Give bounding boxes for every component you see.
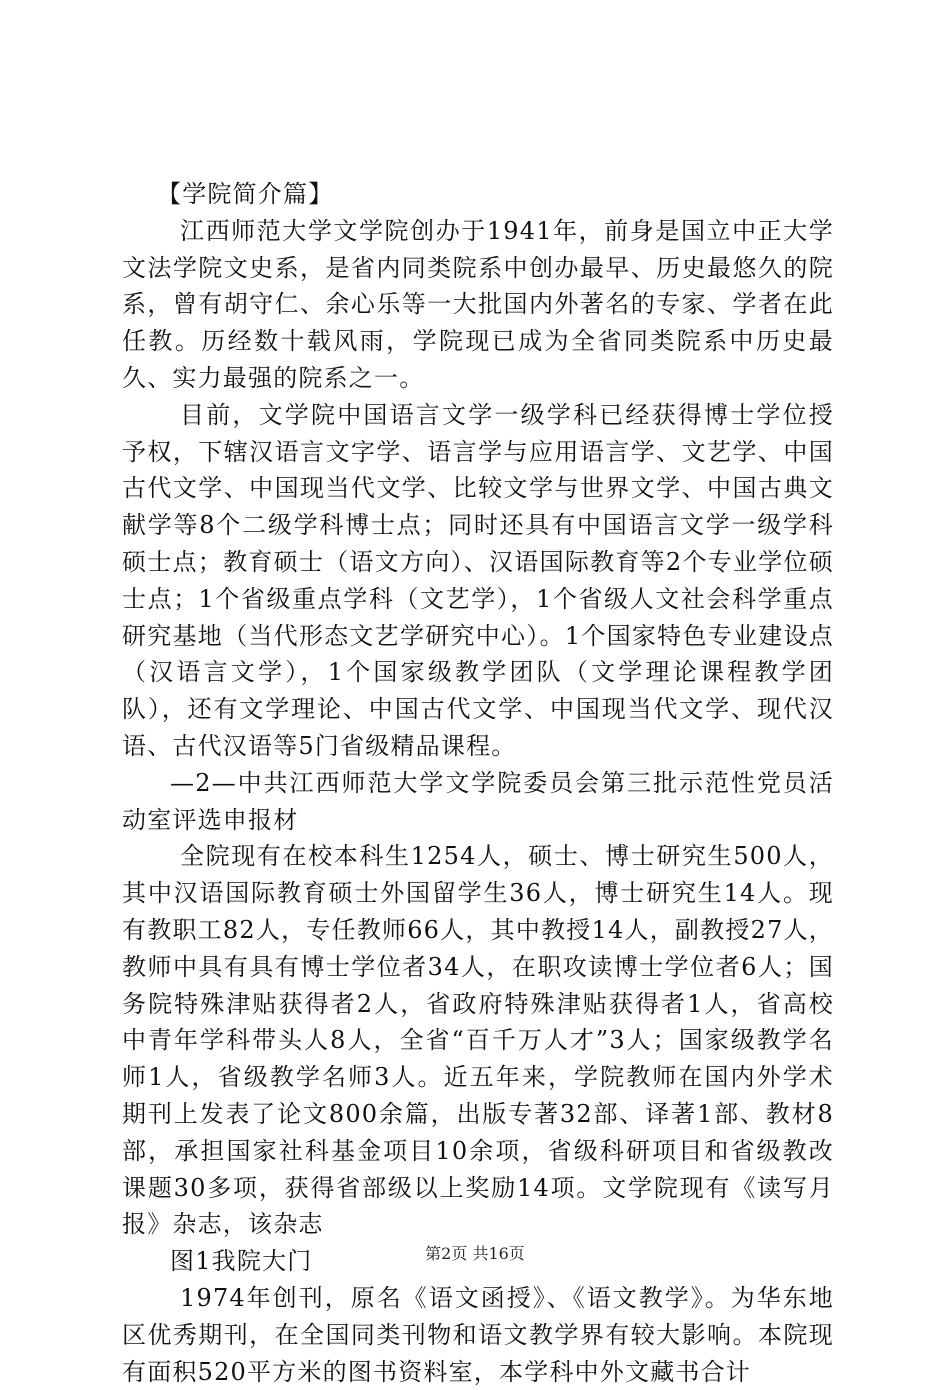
page-number-footer: 第2页 共16页 bbox=[425, 1244, 525, 1263]
paragraph-disciplines: 目前，文学院中国语言文学一级学科已经获得博士学位授予权，下辖汉语言文字学、语言学与应用语言学、文艺学、中国古代文学、中国现当代文学、比较文学与世界文学、中国古典文献学等8个二级学科博士点；同时还具有中国语言文学一级学科硕士点；教育硕士（语文方向）、汉语国际教育等2个专业学位硕士点；1个省级重点学科（文艺学），1个省级人文社会科学重点研究基地（当代形态文艺学研究中心）。1个国家特色专业建设点（汉语言文学），1个国家级教学团队（文学理论课程教学团队），还有文学理论、中国古代文学、中国现当代文学、现代汉语、古代汉语等5门省级精品课程。 bbox=[122, 400, 834, 760]
section-title: 【学院简介篇】 bbox=[157, 180, 334, 208]
figure-caption: 图1我院大门 bbox=[170, 1247, 313, 1276]
paragraph-report-title: —2—中共江西师范大学文学院委员会第三批示范性党员活动室评选申报材 bbox=[122, 768, 834, 834]
paragraph-journal: 1974年创刊，原名《语文函授》、《语文教学》。为华东地区优秀期刊，在全国同类刊物和语文教学界有较大影响。本院现有面积520平方米的图书资料室，本学科中外文藏书合计 bbox=[122, 1283, 834, 1386]
paragraph-history: 江西师范大学文学院创办于1941年，前身是国立中正大学文法学院文史系，是省内同类院系中创办最早、历史最悠久的院系，曾有胡守仁、余心乐等一大批国内外著名的专家、学者在此任教。历经数十载风雨，学院现已成为全省同类院系中历史最久、实力最强的院系之一。 bbox=[122, 216, 834, 392]
paragraph-faculty: 全院现有在校本科生1254人，硕士、博士研究生500人，其中汉语国际教育硕士外国留学生36人，博士研究生14人。现有教职工82人，专任教师66人，其中教授14人，副教授27人，教师中具有具有博士学位者34人，在职攻读博士学位者6人；国务院特殊津贴获得者2人，省政府特殊津贴获得者1人，省高校中青年学科带头人8人，全省“百千万人才”3人；国家级教学名师1人，省级教学名师3人。近五年来，学院教师在国内外学术期刊上发表了论文800余篇，出版专著32部、译著1部、教材8部，承担国家社科基金项目10余项，省级科研项目和省级教改课题30多项，获得省部级以上奖励14项。文学院现有《读写月报》杂志，该杂志 bbox=[122, 842, 834, 1239]
document-body bbox=[122, 176, 834, 1390]
